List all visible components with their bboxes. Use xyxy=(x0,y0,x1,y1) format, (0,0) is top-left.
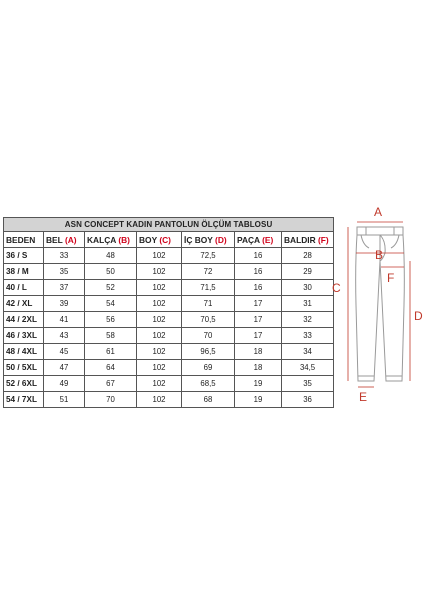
label-c: C xyxy=(332,281,341,295)
measurement-cell: 35 xyxy=(282,376,334,392)
column-header-letter: (F) xyxy=(317,234,329,245)
table-row xyxy=(4,312,334,328)
measurement-cell: 64 xyxy=(85,360,137,376)
measurement-cell: 17 xyxy=(235,312,282,328)
measurement-cell: 69 xyxy=(182,360,235,376)
measurement-cell: 102 xyxy=(137,392,182,408)
measurement-cell: 102 xyxy=(137,296,182,312)
measurement-cell: 30 xyxy=(282,280,334,296)
measurement-cell: 68 xyxy=(182,392,235,408)
measurement-cell: 102 xyxy=(137,248,182,264)
measurement-cell: 102 xyxy=(137,328,182,344)
measurement-cell: 70 xyxy=(85,392,137,408)
column-header-label: BEL xyxy=(46,234,63,245)
size-cell: 54 / 7XL xyxy=(4,392,44,408)
table-body xyxy=(4,248,334,408)
table-row xyxy=(4,248,334,264)
measurement-cell: 96,5 xyxy=(182,344,235,360)
measurement-cell: 28 xyxy=(282,248,334,264)
measurement-cell: 17 xyxy=(235,296,282,312)
measurement-cell: 102 xyxy=(137,280,182,296)
table-row xyxy=(4,328,334,344)
measurement-cell: 16 xyxy=(235,280,282,296)
pocket-right xyxy=(391,235,399,248)
column-header-letter: (E) xyxy=(262,234,274,245)
size-cell: 38 / M xyxy=(4,264,44,280)
measurement-cell: 102 xyxy=(137,264,182,280)
measurement-cell: 17 xyxy=(235,328,282,344)
table-row xyxy=(4,376,334,392)
measurement-cell: 33 xyxy=(282,328,334,344)
measurement-cell: 71 xyxy=(182,296,235,312)
measurement-cell: 37 xyxy=(44,280,85,296)
table-row xyxy=(4,264,334,280)
measurement-cell: 19 xyxy=(235,392,282,408)
measurement-cell: 70 xyxy=(182,328,235,344)
measurement-cell: 29 xyxy=(282,264,334,280)
table-row xyxy=(4,360,334,376)
size-cell: 40 / L xyxy=(4,280,44,296)
measurement-cell: 102 xyxy=(137,376,182,392)
measurement-cell: 47 xyxy=(44,360,85,376)
measurement-cell: 58 xyxy=(85,328,137,344)
column-header-label: PAÇA xyxy=(237,234,260,245)
measurement-cell: 16 xyxy=(235,248,282,264)
measurement-cell: 72,5 xyxy=(182,248,235,264)
measurement-cell: 56 xyxy=(85,312,137,328)
label-a: A xyxy=(374,205,383,219)
column-header xyxy=(282,232,334,248)
measurement-cell: 32 xyxy=(282,312,334,328)
column-header xyxy=(235,232,282,248)
measurement-cell: 102 xyxy=(137,360,182,376)
column-header-letter: (B) xyxy=(118,234,130,245)
label-e: E xyxy=(359,390,368,404)
measurement-cell: 51 xyxy=(44,392,85,408)
column-header xyxy=(85,232,137,248)
measurement-cell: 54 xyxy=(85,296,137,312)
size-cell: 48 / 4XL xyxy=(4,344,44,360)
measurement-cell: 102 xyxy=(137,312,182,328)
table-title: ASN CONCEPT KADIN PANTOLUN ÖLÇÜM TABLOSU xyxy=(4,218,334,232)
table-title-row xyxy=(4,218,334,232)
measurement-cell: 61 xyxy=(85,344,137,360)
measurement-cell: 36 xyxy=(282,392,334,408)
measurement-cell: 48 xyxy=(85,248,137,264)
size-cell: 46 / 3XL xyxy=(4,328,44,344)
label-b: B xyxy=(375,248,384,262)
column-header-letter: (A) xyxy=(64,234,77,245)
table-row xyxy=(4,392,334,408)
measurement-cell: 49 xyxy=(44,376,85,392)
measurement-cell: 71,5 xyxy=(182,280,235,296)
measurement-cell: 70,5 xyxy=(182,312,235,328)
column-header-label: KALÇA xyxy=(87,234,116,245)
measurement-cell: 33 xyxy=(44,248,85,264)
measurement-cell: 72 xyxy=(182,264,235,280)
table-header-row xyxy=(4,232,334,248)
measurement-cell: 16 xyxy=(235,264,282,280)
measurement-cell: 43 xyxy=(44,328,85,344)
column-header xyxy=(137,232,182,248)
label-f: F xyxy=(387,271,395,285)
pocket-left xyxy=(361,235,369,248)
measurement-cell: 102 xyxy=(137,344,182,360)
column-header xyxy=(4,232,44,248)
table-row xyxy=(4,280,334,296)
size-cell: 42 / XL xyxy=(4,296,44,312)
label-d: D xyxy=(414,309,423,323)
column-header-letter: (C) xyxy=(159,234,171,245)
size-cell: 36 / S xyxy=(4,248,44,264)
table-row xyxy=(4,296,334,312)
waistband-shape xyxy=(357,227,403,235)
column-header-label: İÇ BOY xyxy=(184,234,213,245)
measurement-cell: 52 xyxy=(85,280,137,296)
measurement-cell: 39 xyxy=(44,296,85,312)
measurement-cell: 67 xyxy=(85,376,137,392)
measurement-cell: 18 xyxy=(235,360,282,376)
column-header xyxy=(182,232,235,248)
measurement-cell: 34,5 xyxy=(282,360,334,376)
table-row xyxy=(4,344,334,360)
measurement-cell: 41 xyxy=(44,312,85,328)
column-header-letter: (D) xyxy=(215,234,227,245)
measurement-cell: 34 xyxy=(282,344,334,360)
column-header xyxy=(44,232,85,248)
measurement-cell: 18 xyxy=(235,344,282,360)
measurement-cell: 19 xyxy=(235,376,282,392)
size-cell: 50 / 5XL xyxy=(4,360,44,376)
size-chart-table xyxy=(3,217,334,408)
column-header-label: BOY xyxy=(139,234,157,245)
pants-diagram xyxy=(330,205,424,405)
measurement-cell: 68,5 xyxy=(182,376,235,392)
column-header-label: BALDIR xyxy=(284,234,316,245)
measurement-cell: 45 xyxy=(44,344,85,360)
measurement-cell: 50 xyxy=(85,264,137,280)
measurement-cell: 35 xyxy=(44,264,85,280)
size-cell: 44 / 2XL xyxy=(4,312,44,328)
measurement-cell: 31 xyxy=(282,296,334,312)
column-header-label: BEDEN xyxy=(6,234,36,245)
size-cell: 52 / 6XL xyxy=(4,376,44,392)
